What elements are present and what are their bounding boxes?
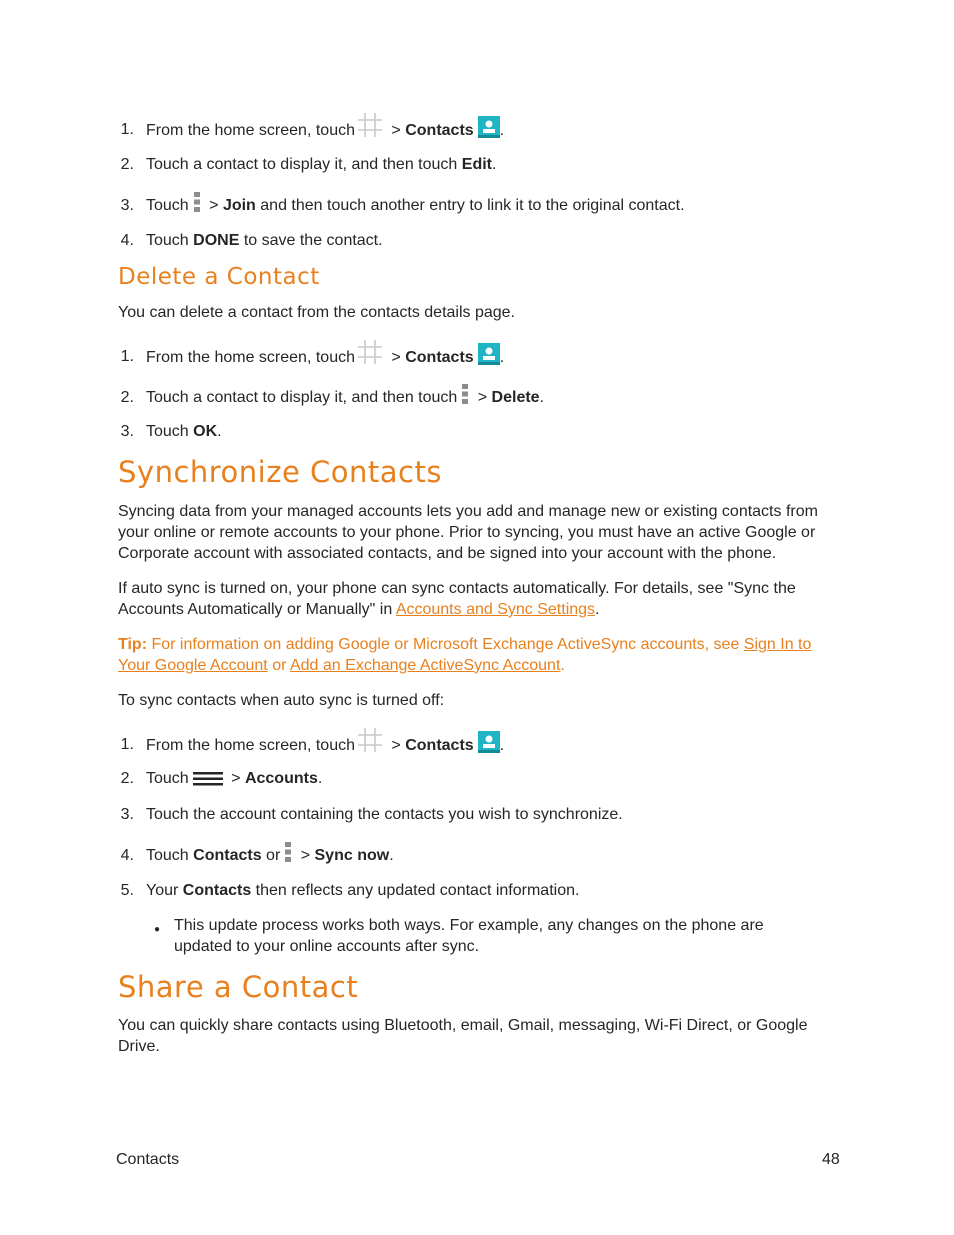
paragraph: Syncing data from your managed accounts lets you add and manage new or existing contacts from your online or remote accounts to your phone. Prior to syncing, you must have an active Google or Corporate account with associated contacts, and be signed into your account with the phone. xyxy=(118,503,818,562)
paragraph xyxy=(118,578,840,620)
list-item xyxy=(118,420,838,444)
list-item xyxy=(118,879,838,903)
paragraph: You can delete a contact from the contacts details page. xyxy=(118,304,515,321)
step-bold: Contacts xyxy=(405,737,474,755)
list-item xyxy=(118,194,838,218)
step-bold: Edit xyxy=(461,156,492,173)
tip-paragraph xyxy=(118,634,840,676)
step-number: 4. xyxy=(120,847,134,864)
apps-grid-icon xyxy=(357,727,383,753)
list-item xyxy=(118,153,838,177)
section-title: Synchronize Contacts xyxy=(118,455,442,489)
paragraph: You can quickly share contacts using Bluetooth, email, Gmail, messaging, Wi-Fi Direct, or Google Drive. xyxy=(118,1017,808,1055)
step-bold: DONE xyxy=(193,232,240,249)
step-end: . xyxy=(317,770,323,787)
list-item xyxy=(118,345,838,369)
step-end: . xyxy=(539,389,545,406)
step-bold: Contacts xyxy=(193,847,262,864)
list-item xyxy=(118,803,838,827)
footer-section: Contacts xyxy=(116,1151,180,1168)
step-number: 2. xyxy=(120,156,134,173)
step-text: Touch xyxy=(146,847,194,864)
step-text: From the home screen, touch xyxy=(146,737,355,755)
step-number: 2. xyxy=(120,389,134,406)
contacts-app-icon xyxy=(478,731,500,753)
contacts-app-icon xyxy=(478,343,500,365)
step-number: 5. xyxy=(120,882,134,899)
step-separator: > xyxy=(204,197,223,214)
step-bold: Contacts xyxy=(405,122,474,140)
step-end: then reflects any updated contact information. xyxy=(251,882,580,899)
step-separator: > xyxy=(296,847,315,864)
step-bold: OK xyxy=(193,423,218,440)
paragraph: To sync contacts when auto sync is turned off: xyxy=(118,692,445,709)
step-separator: > xyxy=(386,349,406,367)
step-bold: Join xyxy=(222,197,256,214)
list-item xyxy=(118,844,838,868)
step-text: Touch a contact to display it, and then touch xyxy=(146,389,458,406)
tip-text: or xyxy=(267,657,290,674)
step-bold: Delete xyxy=(491,389,540,406)
menu-icon xyxy=(193,772,223,786)
step-end: . xyxy=(217,423,222,440)
step-number: 2. xyxy=(120,770,134,787)
step-bold: Accounts xyxy=(244,770,318,787)
step-text: Touch xyxy=(146,232,194,249)
list-item xyxy=(118,118,838,142)
step-end: . xyxy=(491,156,497,173)
section-heading: Delete a Contact xyxy=(118,264,320,290)
contacts-app-icon xyxy=(478,116,500,138)
step-number: 1. xyxy=(120,736,134,753)
apps-grid-icon xyxy=(357,112,383,138)
bullet-item: This update process works both ways. For example, any changes on the phone are updated to your online accounts after sync. xyxy=(174,917,764,955)
tip-text: For information on adding Google or Microsoft Exchange ActiveSync accounts, see xyxy=(147,636,744,653)
tip-end: . xyxy=(560,657,565,674)
exchange-account-link[interactable]: Add an Exchange ActiveSync Account xyxy=(289,657,561,674)
step-number: 3. xyxy=(120,806,134,823)
step-number: 3. xyxy=(120,197,134,214)
step-text: Touch xyxy=(146,770,189,787)
paragraph-text: If auto sync is turned on, your phone can sync contacts automatically. For details, see "Sync the Accounts Automatically or Manually" in xyxy=(118,580,796,618)
more-options-icon xyxy=(193,191,201,213)
more-options-icon xyxy=(461,383,469,405)
step-bold: Contacts xyxy=(405,349,474,367)
step-text: Touch xyxy=(146,197,189,214)
accounts-sync-settings-link[interactable]: Accounts and Sync Settings xyxy=(395,601,596,618)
section-title: Share a Contact xyxy=(118,970,359,1004)
step-end: . xyxy=(499,349,505,367)
step-end: . xyxy=(499,737,505,755)
step-end: . xyxy=(499,122,505,140)
step-end: and then touch another entry to link it to the original contact. xyxy=(255,197,685,214)
tip-label: Tip: xyxy=(118,636,148,653)
step-end: to save the contact. xyxy=(239,232,383,249)
step-separator: > xyxy=(226,770,245,787)
step-end: . xyxy=(389,847,394,864)
step-separator: > xyxy=(386,737,406,755)
bullet-dot: ● xyxy=(154,924,161,935)
step-separator: > xyxy=(386,122,406,140)
google-account-link[interactable]: Sign In to Your Google Account xyxy=(118,636,812,674)
step-bold: Sync now xyxy=(314,847,390,864)
step-text: Touch xyxy=(146,423,194,440)
step-text: Touch the account containing the contacts you wish to synchronize. xyxy=(146,806,623,823)
step-text: From the home screen, touch xyxy=(146,122,355,140)
step-bold: Contacts xyxy=(182,882,252,899)
more-options-icon xyxy=(284,841,292,863)
step-number: 1. xyxy=(120,348,134,365)
step-text: From the home screen, touch xyxy=(146,349,355,367)
step-number: 3. xyxy=(120,423,134,440)
step-text: Your xyxy=(146,882,183,899)
step-text: or xyxy=(261,847,281,864)
list-item xyxy=(118,767,838,791)
list-item xyxy=(118,229,838,253)
paragraph-end: . xyxy=(595,601,600,618)
step-number: 1. xyxy=(120,121,134,138)
list-item xyxy=(118,386,838,410)
step-separator: > xyxy=(473,389,492,406)
list-item xyxy=(118,733,838,757)
apps-grid-icon xyxy=(357,339,383,365)
step-text: Touch a contact to display it, and then touch xyxy=(146,156,462,173)
step-number: 4. xyxy=(120,232,134,249)
page-number: 48 xyxy=(822,1151,840,1168)
